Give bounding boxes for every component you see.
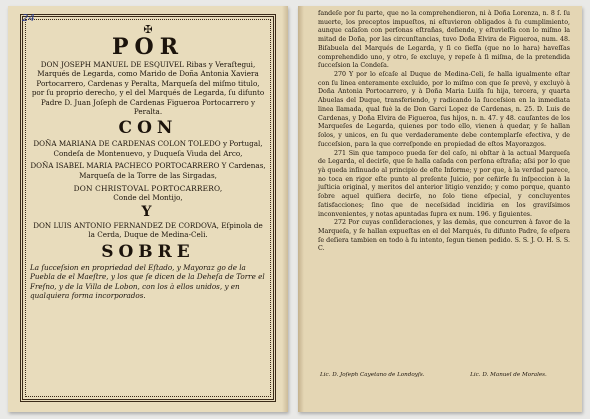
cross-icon: ✠ (143, 23, 153, 36)
signature-left: Lic. D. Joſeph Cayetano de Londoyſs. (320, 372, 425, 378)
heading-con: CON (118, 118, 178, 139)
party-luis: DON LUIS ANTONIO FERNANDEZ DE CORDOVA, Eſpinola de la Cerda, Duque de Medina-Celi. (33, 220, 263, 240)
heading-por: POR (112, 34, 184, 60)
signatures (320, 372, 568, 379)
paragraph: fandeſe por ſu parte, que no la comprehendieron, ni à Doña Lorenza, n. 8 ſ. ſu muerte, los preceptos impueſtos, ni eſtuvieron obligados à ſu cumplimiento, aunque caſaſon con perſonas eſtrañas, deſiende, y eſtuvieſſa con lo miſmo la mitad de Doña, por las circunſtancias, tuvo Doña Elvira de Figueroa, num. 48. Biſabuela del Marqués de Legarda, y ſi co ſieſſa (que no lo hara) haveſſas comprehendido uno, y otro, ſe excluye, y repeſe à ſi miſma, de la pretendida ſucceſsion la Condeſa. (318, 10, 570, 70)
party-mariana: DOÑA MARIANA DE CARDENAS COLON TOLEDO y Portugal, Condeſa de Montenuevo, y Duqueſa Viuda del Arco, (33, 139, 263, 158)
right-page (298, 6, 582, 412)
paragraph: 271 Sin que tampoco pueda ſer del caſo, ni obſtar à la actual Marqueſa de Legarda, el decirſe, que ſe halla caſada con perſona eſtraña; aſsi por lo que yà queda inſinuado al principio de eſte Informe; y por que, à la verdad parece, no toca en rigor eſte punto al preſente Juicio, por ceñirſe ſu inſpeccion à la juſticia original, y meritos del anterior litigio venzido; y como porque, quanto ſobre aquel quiſiera decirſe, no ſolo tiene eſpecial, y concluyentes ſatisfacciones; ſino que de neceſsidad incidiria en los graviſsimos inconvenientes, y notas apuntadas ſupra ex num. 196. y ſiguientes. (318, 149, 570, 218)
heading-sobre: SOBRE (101, 241, 195, 262)
folio-number: 24 (22, 13, 35, 24)
title-block (30, 24, 266, 301)
left-page (8, 6, 288, 412)
paragraph: 272 Por cuyas conſideraciones, y las demàs, que concurren à favor de la Marqueſa, y ſe hallan expueſtas en el del Marqués, ſu difunto Padre, ſe eſpera ſe deſiera tambien en todo à ſu intento, ſegun tienen pedido. S. S. J. O. H. S. S. C. (318, 219, 570, 253)
heading-y: Y (141, 203, 155, 220)
body-text (318, 10, 570, 254)
party-christoval: DON CHRISTOVAL PORTOCARRERO, (73, 184, 223, 194)
party-christoval-title: Conde del Montijo, (113, 193, 183, 203)
party-isabel: DOÑA ISABEL MARIA PACHECO PORTOCARRERO Y Cardenas, Marqueſa de la Torre de las Sirgadas, (30, 161, 266, 180)
signature-right: Lic. D. Manuel de Morales. (470, 372, 547, 378)
subject-text: La ſucceſsion en propriedad del Eſtado, y Mayoraz go de la Puebla de el Maeſtre, y los que ſe dicen de la Deheſa de Torre el Freſno, y de la Villa de Lobon, con los à ellos unidos, y en qualquiera forma incorporados. (30, 262, 265, 301)
party-esquivel: DON JOSEPH MANUEL DE ESQUIVEL Ribas y Veraſtegui, Marqués de Legarda, como Marido de Doña Antonia Xaviera Portocarrero, Cardenas y Peralta, Marqueſa del miſmo titulo, por ſu proprio derecho, y el del Marqués de Legarda, ſu difunto Padre D. Juan Joſeph de Cardenas Figueroa Portocarrero y Peralta. (31, 60, 265, 117)
paragraph: 270 Y por lo eſcaſe al Duque de Medina-Celi, ſe halla igualmente eſtar con ſu linea enteramente excluido, por lo miſmo con que ſe prevè, y excluyò à Doña Antonia Portocarrero, y à Doña Maria Luiſa ſu hija, tercera, y quarta Abuelas del Duque, transferiendo, y radicando la ſucceſsion en la inmediata linea llamada, qual fuè la de Don Garci Lopez de Cardenas, n. 25. D. Luis de Cardenas, y Doña Elvira de Figueroa, ſus hijos, n. n. 47. y 48. cauſantes de los Marqueſes de Legarda, quienes por todo ello, vienen à quedar, y ſe hallan ſolos, y unicos, en ſu que verdaderamente debe contemplarſe efectiva, y de ſucceſsion, para la que correſponde en propiedad de eſtos Mayorazgos. (318, 71, 570, 148)
